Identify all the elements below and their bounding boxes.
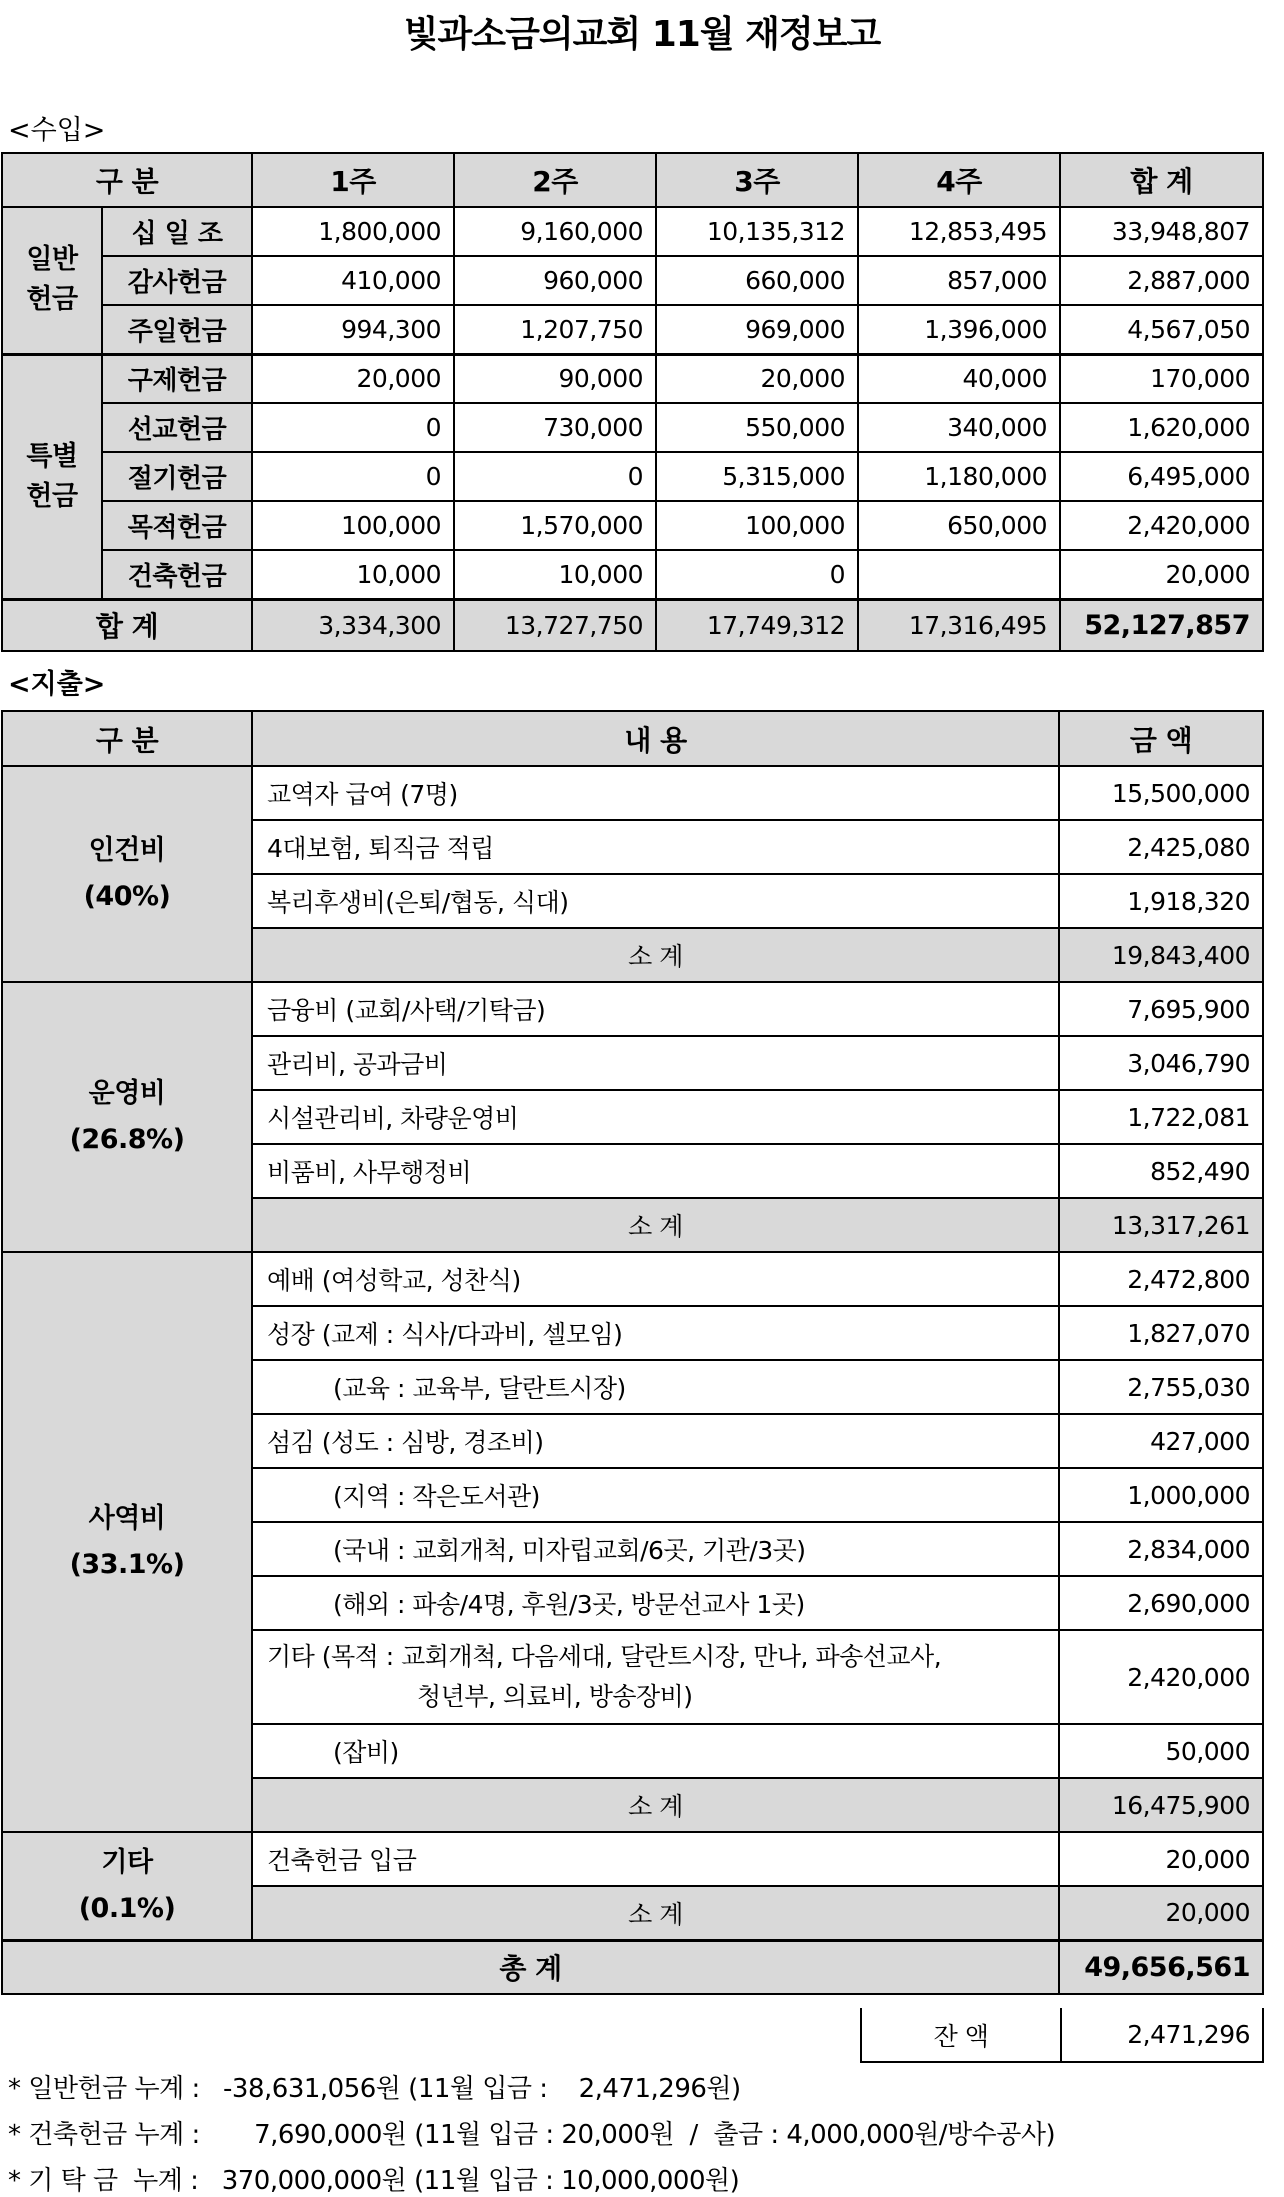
cell: 969,000: [656, 305, 858, 354]
expense-header-category: 구 분: [2, 711, 252, 766]
income-total-row: [2, 599, 1263, 651]
income-section-label: <수입>: [8, 115, 106, 146]
expense-category: [2, 1252, 252, 1832]
row-label: 목적헌금: [102, 501, 252, 550]
item-desc-line2: 청년부, 의료비, 방송장비): [417, 1682, 693, 1711]
item-amount: 7,695,900: [1059, 982, 1263, 1036]
cell: [858, 550, 1060, 599]
item-desc: 금융비 (교회/사택/기탁금): [252, 982, 1059, 1036]
item-amount: 427,000: [1059, 1414, 1263, 1468]
balance-label: 잔 액: [861, 2008, 1061, 2062]
income-grand-total: 52,127,857: [1060, 599, 1263, 651]
item-desc: 성장 (교제 : 식사/다과비, 셀모임): [252, 1306, 1059, 1360]
cell: 9,160,000: [454, 207, 656, 256]
item-desc: (지역 : 작은도서관): [252, 1468, 1059, 1522]
cell: 0: [252, 403, 454, 452]
cell: 5,315,000: [656, 452, 858, 501]
item-amount: 2,472,800: [1059, 1252, 1263, 1306]
cell: 730,000: [454, 403, 656, 452]
expense-category: [2, 1832, 252, 1940]
category-name: 인건비: [88, 835, 166, 866]
income-header-week2: 2주: [454, 153, 656, 207]
cell: 1,800,000: [252, 207, 454, 256]
item-desc: 교역자 급여 (7명): [252, 766, 1059, 820]
item-amount: 852,490: [1059, 1144, 1263, 1198]
row-label: 구제헌금: [102, 354, 252, 403]
row-label: 건축헌금: [102, 550, 252, 599]
subtotal-label: 소 계: [252, 1778, 1059, 1832]
page-title: 빛과소금의교회 11월 재정보고: [403, 14, 881, 55]
row-label: 십 일 조: [102, 207, 252, 256]
cell: 20,000: [656, 354, 858, 403]
cell: 13,727,750: [454, 599, 656, 651]
expense-section-label: <지출>: [8, 669, 106, 700]
item-amount: 2,834,000: [1059, 1522, 1263, 1576]
cell: 17,749,312: [656, 599, 858, 651]
cell: 90,000: [454, 354, 656, 403]
table-row: [2, 354, 1263, 403]
item-amount: 20,000: [1059, 1832, 1263, 1886]
income-group-label: 일반 헌금: [2, 207, 102, 354]
cell: 1,570,000: [454, 501, 656, 550]
subtotal-amount: 13,317,261: [1059, 1198, 1263, 1252]
grand-total-label: 총 계: [2, 1940, 1059, 1994]
expense-table: [1, 710, 1264, 1995]
table-row: [2, 766, 1263, 820]
grand-total-amount: 49,656,561: [1059, 1940, 1263, 1994]
cell: 1,207,750: [454, 305, 656, 354]
table-row: [2, 982, 1263, 1036]
table-row: [2, 256, 1263, 305]
cell: 170,000: [1060, 354, 1263, 403]
item-amount: 1,722,081: [1059, 1090, 1263, 1144]
row-label: 선교헌금: [102, 403, 252, 452]
cell: 660,000: [656, 256, 858, 305]
balance-amount: 2,471,296: [1061, 2008, 1263, 2062]
income-header-week1: 1주: [252, 153, 454, 207]
balance-table: [860, 2008, 1264, 2063]
item-amount: 3,046,790: [1059, 1036, 1263, 1090]
item-desc: 섬김 (성도 : 심방, 경조비): [252, 1414, 1059, 1468]
cell: 340,000: [858, 403, 1060, 452]
cell: 10,000: [454, 550, 656, 599]
table-row: [2, 1832, 1263, 1886]
item-amount: 2,690,000: [1059, 1576, 1263, 1630]
cell: 0: [454, 452, 656, 501]
item-desc: 복리후생비(은퇴/협동, 식대): [252, 874, 1059, 928]
income-header-total: 합 계: [1060, 153, 1263, 207]
item-amount: 1,918,320: [1059, 874, 1263, 928]
item-desc: 예배 (여성학교, 성찬식): [252, 1252, 1059, 1306]
subtotal-label: 소 계: [252, 928, 1059, 982]
table-row: [2, 305, 1263, 354]
item-amount: 2,755,030: [1059, 1360, 1263, 1414]
note-trust-fund: * 기 탁 금 누계 : 370,000,000원 (11월 입금 : 10,000,000원): [8, 2166, 740, 2196]
item-desc: (해외 : 파송/4명, 후원/3곳, 방문선교사 1곳): [252, 1576, 1059, 1630]
cell: 17,316,495: [858, 599, 1060, 651]
item-amount: 50,000: [1059, 1724, 1263, 1778]
category-name: 사역비: [88, 1503, 166, 1534]
item-desc: 시설관리비, 차량운영비: [252, 1090, 1059, 1144]
item-desc: 4대보험, 퇴직금 적립: [252, 820, 1059, 874]
item-desc: [252, 1630, 1059, 1724]
expense-category: [2, 982, 252, 1252]
row-label: 주일헌금: [102, 305, 252, 354]
cell: 20,000: [1060, 550, 1263, 599]
item-desc: (국내 : 교회개척, 미자립교회/6곳, 기관/3곳): [252, 1522, 1059, 1576]
cell: 1,396,000: [858, 305, 1060, 354]
income-header-week3: 3주: [656, 153, 858, 207]
item-desc: 건축헌금 입금: [252, 1832, 1059, 1886]
table-row: [2, 550, 1263, 599]
category-name: 운영비: [88, 1078, 166, 1109]
cell: 550,000: [656, 403, 858, 452]
subtotal-amount: 16,475,900: [1059, 1778, 1263, 1832]
cell: 10,135,312: [656, 207, 858, 256]
item-desc: 비품비, 사무행정비: [252, 1144, 1059, 1198]
cell: 100,000: [656, 501, 858, 550]
subtotal-amount: 20,000: [1059, 1886, 1263, 1940]
item-amount: 15,500,000: [1059, 766, 1263, 820]
cell: 650,000: [858, 501, 1060, 550]
cell: 994,300: [252, 305, 454, 354]
item-desc: 관리비, 공과금비: [252, 1036, 1059, 1090]
item-amount: 2,420,000: [1059, 1630, 1263, 1724]
category-pct: (33.1%): [69, 1549, 185, 1580]
expense-header-amount: 금 액: [1059, 711, 1263, 766]
cell: 1,180,000: [858, 452, 1060, 501]
cell: 100,000: [252, 501, 454, 550]
category-pct: (40%): [83, 881, 171, 912]
category-name: 기타: [101, 1846, 153, 1878]
category-pct: (0.1%): [78, 1892, 176, 1924]
row-label: 절기헌금: [102, 452, 252, 501]
cell: 3,334,300: [252, 599, 454, 651]
income-total-label: 합 계: [2, 599, 252, 651]
subtotal-amount: 19,843,400: [1059, 928, 1263, 982]
cell: 0: [252, 452, 454, 501]
item-amount: 1,827,070: [1059, 1306, 1263, 1360]
cell: 0: [656, 550, 858, 599]
expense-header-content: 내 용: [252, 711, 1059, 766]
subtotal-label: 소 계: [252, 1198, 1059, 1252]
item-amount: 2,425,080: [1059, 820, 1263, 874]
category-pct: (26.8%): [69, 1124, 185, 1155]
item-amount: 1,000,000: [1059, 1468, 1263, 1522]
item-desc: (잡비): [252, 1724, 1059, 1778]
item-desc: (교육 : 교육부, 달란트시장): [252, 1360, 1059, 1414]
income-group-label: 특별 헌금: [2, 354, 102, 599]
cell: 857,000: [858, 256, 1060, 305]
cell: 12,853,495: [858, 207, 1060, 256]
note-general-offering: * 일반헌금 누계 : -38,631,056원 (11월 입금 : 2,471,296원): [8, 2074, 741, 2104]
table-row: [2, 207, 1263, 256]
income-table: [1, 152, 1264, 652]
cell: 2,420,000: [1060, 501, 1263, 550]
row-label: 감사헌금: [102, 256, 252, 305]
table-row: [2, 452, 1263, 501]
note-building-offering: * 건축헌금 누계 : 7,690,000원 (11월 입금 : 20,000원 / 출금 : 4,000,000원/방수공사): [8, 2120, 1056, 2150]
table-row: [2, 1252, 1263, 1306]
cell: 40,000: [858, 354, 1060, 403]
cell: 2,887,000: [1060, 256, 1263, 305]
item-desc-line1: 기타 (목적 : 교회개척, 다음세대, 달란트시장, 만나, 파송선교사,: [267, 1642, 942, 1671]
cell: 960,000: [454, 256, 656, 305]
table-row: [2, 501, 1263, 550]
cell: 6,495,000: [1060, 452, 1263, 501]
expense-category: [2, 766, 252, 982]
income-header-category: 구 분: [2, 153, 252, 207]
cell: 1,620,000: [1060, 403, 1263, 452]
subtotal-label: 소 계: [252, 1886, 1059, 1940]
cell: 20,000: [252, 354, 454, 403]
cell: 33,948,807: [1060, 207, 1263, 256]
table-row: [2, 403, 1263, 452]
cell: 10,000: [252, 550, 454, 599]
cell: 4,567,050: [1060, 305, 1263, 354]
income-header-week4: 4주: [858, 153, 1060, 207]
grand-total-row: [2, 1940, 1263, 1994]
cell: 410,000: [252, 256, 454, 305]
